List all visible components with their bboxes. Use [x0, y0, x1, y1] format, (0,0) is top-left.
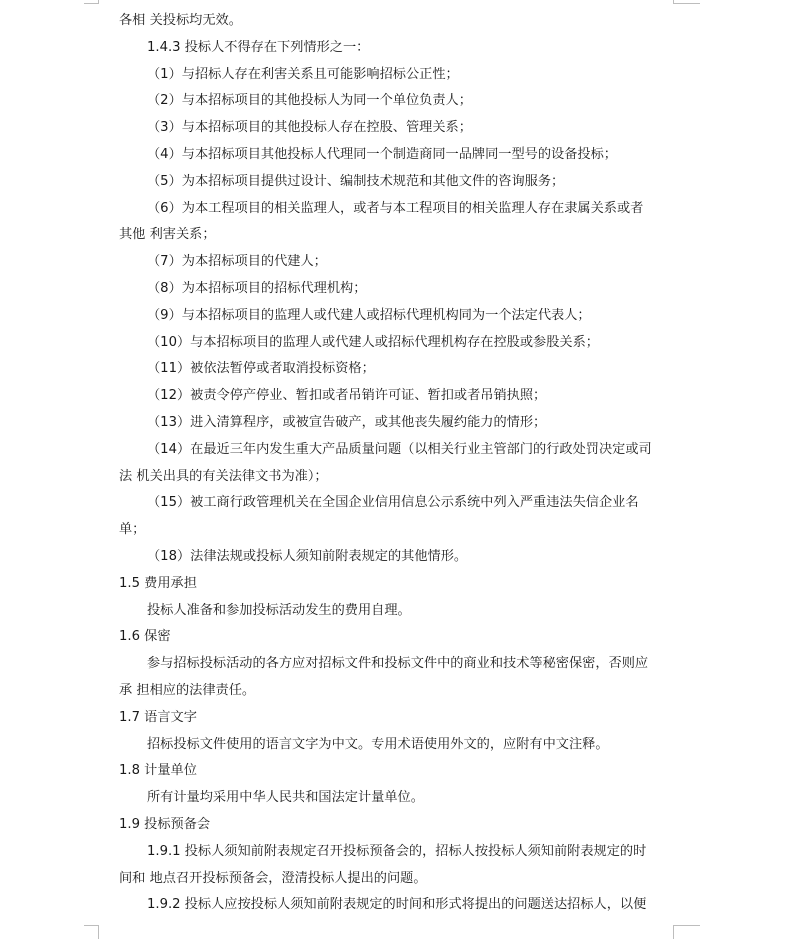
text-line: （12）被责令停产停业、暂扣或者吊销许可证、暂扣或者吊销执照； — [147, 388, 547, 404]
text-line: 1.4.3 投标人不得存在下列情形之一： — [147, 39, 370, 55]
margin-corner-mark-bottom-right — [673, 925, 700, 939]
text-line: （8）为本招标项目的招标代理机构； — [147, 280, 367, 296]
text-line: 1.9 投标预备会 — [119, 816, 211, 832]
text-line: 所有计量均采用中华人民共和国法定计量单位。 — [147, 790, 424, 806]
document-body — [119, 8, 679, 919]
text-line: （1）与招标人存在利害关系且可能影响招标公正性； — [147, 66, 459, 82]
text-line: （5）为本招标项目提供过设计、编制技术规范和其他文件的咨询服务； — [147, 173, 565, 189]
text-line: 间和 地点召开投标预备会，澄清投标人提出的问题。 — [119, 870, 427, 886]
text-line: （6）为本工程项目的相关监理人，或者与本工程项目的相关监理人存在隶属关系或者 — [147, 200, 644, 216]
text-line: 1.7 语言文字 — [119, 709, 197, 725]
text-line: 参与招标投标活动的各方应对招标文件和投标文件中的商业和技术等秘密保密，否则应 — [147, 656, 649, 672]
text-line: 1.8 计量单位 — [119, 763, 197, 779]
text-line: 法 机关出具的有关法律文书为准）； — [119, 468, 328, 484]
text-line: 1.9.2 投标人应按投标人须知前附表规定的时间和形式将提出的问题送达招标人，以便 — [147, 897, 647, 913]
text-line: （11）被依法暂停或者取消投标资格； — [147, 361, 375, 377]
text-line: 其他 利害关系； — [119, 227, 216, 243]
text-line: （9）与本招标项目的监理人或代建人或招标代理机构同为一个法定代表人； — [147, 307, 591, 323]
margin-corner-mark-top-right — [673, 0, 700, 4]
text-line: （3）与本招标项目的其他投标人存在控股、管理关系； — [147, 120, 472, 136]
text-line: （4）与本招标项目其他投标人代理同一个制造商同一品牌同一型号的设备投标； — [147, 146, 617, 162]
text-line: （10）与本招标项目的监理人或代建人或招标代理机构存在控股或参股关系； — [147, 334, 599, 350]
text-line: （7）为本招标项目的代建人； — [147, 254, 327, 270]
text-line: 承 担相应的法律责任。 — [119, 682, 256, 698]
text-line: 1.5 费用承担 — [119, 575, 197, 591]
margin-corner-mark-bottom-left — [84, 925, 99, 939]
margin-corner-mark-top-left — [84, 0, 99, 4]
text-line: 单； — [119, 522, 146, 538]
text-line: 投标人准备和参加投标活动发生的费用自理。 — [147, 602, 411, 618]
text-line: （13）进入清算程序，或被宣告破产，或其他丧失履约能力的情形； — [147, 414, 547, 430]
text-line: （18）法律法规或投标人须知前附表规定的其他情形。 — [147, 548, 468, 564]
text-line: 各相 关投标均无效。 — [119, 13, 242, 28]
text-line: 1.9.1 投标人须知前附表规定召开投标预备会的，招标人按投标人须知前附表规定的时 — [147, 843, 647, 859]
text-line: 招标投标文件使用的语言文字为中文。专用术语使用外文的，应附有中文注释。 — [147, 736, 609, 752]
text-line: （14）在最近三年内发生重大产品质量问题（以相关行业主管部门的行政处罚决定或司 — [147, 441, 652, 457]
text-line: （15）被工商行政管理机关在全国企业信用信息公示系统中列入严重违法失信企业名 — [147, 495, 639, 511]
text-line: （2）与本招标项目的其他投标人为同一个单位负责人； — [147, 93, 472, 109]
text-line: 1.6 保密 — [119, 629, 171, 645]
